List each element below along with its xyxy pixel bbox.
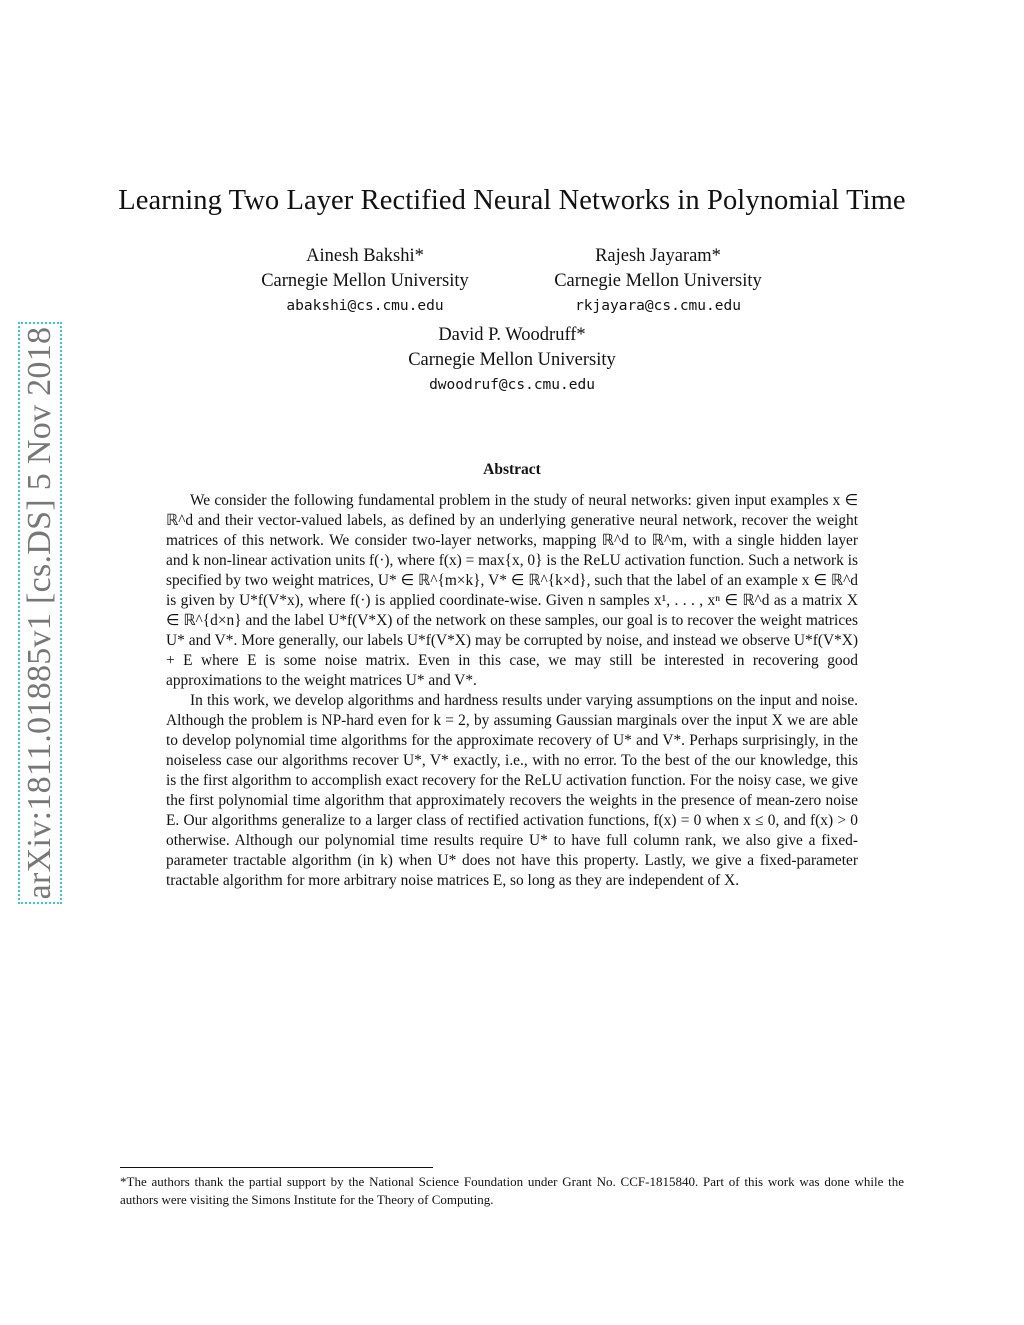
author-block-2 bbox=[508, 244, 808, 319]
arxiv-sidebar-stamp bbox=[18, 322, 62, 904]
arxiv-identifier: arXiv:1811.01885v1 [cs.DS] 5 Nov 2018 bbox=[21, 326, 58, 900]
author-affiliation: Carnegie Mellon University bbox=[554, 271, 762, 291]
author-affiliation: Carnegie Mellon University bbox=[261, 271, 469, 291]
footnote-divider bbox=[120, 1167, 433, 1168]
author-email: rkjayara@cs.cmu.edu bbox=[575, 298, 741, 314]
footnote: *The authors thank the partial support by the National Science Foundation under Grant No. CCF-1815840. Part of this work was done while the authors were visiting the Simons Institute for the Theory of Computing. bbox=[120, 1174, 904, 1207]
author-name: Ainesh Bakshi* bbox=[306, 246, 424, 266]
author-block-3 bbox=[362, 323, 662, 398]
abstract-paragraph-2: In this work, we develop algorithms and hardness results under varying assumptions on the input and noise. Although the problem is NP-hard even for k = 2, by assuming Gaussian marginals over the input X we are able to develop polynomial time algorithms for the approximate recovery of U* and V*. Perhaps surprisingly, in the noiseless case our algorithms recover U*, V* exactly, i.e., with no error. To the best of the our knowledge, this is the first algorithm to accomplish exact recovery for the ReLU activation function. For the noisy case, we give the first polynomial time algorithm that approximately recovers the weights in the presence of mean-zero noise E. Our algorithms generalize to a larger class of rectified activation functions, f(x) = 0 when x ≤ 0, and f(x) > 0 otherwise. Although our polynomial time results require U* to have full column rank, we also give a fixed-parameter tractable algorithm (in k) when U* does not have this property. Lastly, we give a fixed-parameter tractable algorithm for more arbitrary noise matrices E, so long as they are independent of X. bbox=[166, 692, 858, 889]
abstract-paragraph-1: We consider the following fundamental problem in the study of neural networks: given input examples x ∈ ℝ^d and their vector-valued labels, as defined by an underlying generative neural network, recover the weight matrices of this network. We consider two-layer networks, mapping ℝ^d to ℝ^m, with a single hidden layer and k non-linear activation units f(·), where f(x) = max{x, 0} is the ReLU activation function. Such a network is specified by two weight matrices, U* ∈ ℝ^{m×k}, V* ∈ ℝ^{k×d}, such that the label of an example x ∈ ℝ^d is given by U*f(V*x), where f(·) is applied coordinate-wise. Given n samples x¹, . . . , xⁿ ∈ ℝ^d as a matrix X ∈ ℝ^{d×n} and the label U*f(V*X) of the network on these samples, our goal is to recover the weight matrices U* and V*. More generally, our labels U*f(V*X) may be corrupted by noise, and instead we observe U*f(V*X) + E where E is some noise matrix. Even in this case, we may still be interested in recovering good approximations to the weight matrices U* and V*. bbox=[166, 492, 858, 689]
author-email: abakshi@cs.cmu.edu bbox=[286, 298, 444, 314]
author-name: Rajesh Jayaram* bbox=[595, 246, 721, 266]
abstract-body bbox=[166, 491, 858, 891]
abstract-heading: Abstract bbox=[483, 461, 541, 478]
author-name: David P. Woodruff* bbox=[438, 325, 586, 345]
paper-title: Learning Two Layer Rectified Neural Networks in Polynomial Time bbox=[118, 185, 906, 216]
author-affiliation: Carnegie Mellon University bbox=[408, 350, 616, 370]
author-email: dwoodruf@cs.cmu.edu bbox=[429, 377, 595, 393]
author-block-1 bbox=[215, 244, 515, 319]
